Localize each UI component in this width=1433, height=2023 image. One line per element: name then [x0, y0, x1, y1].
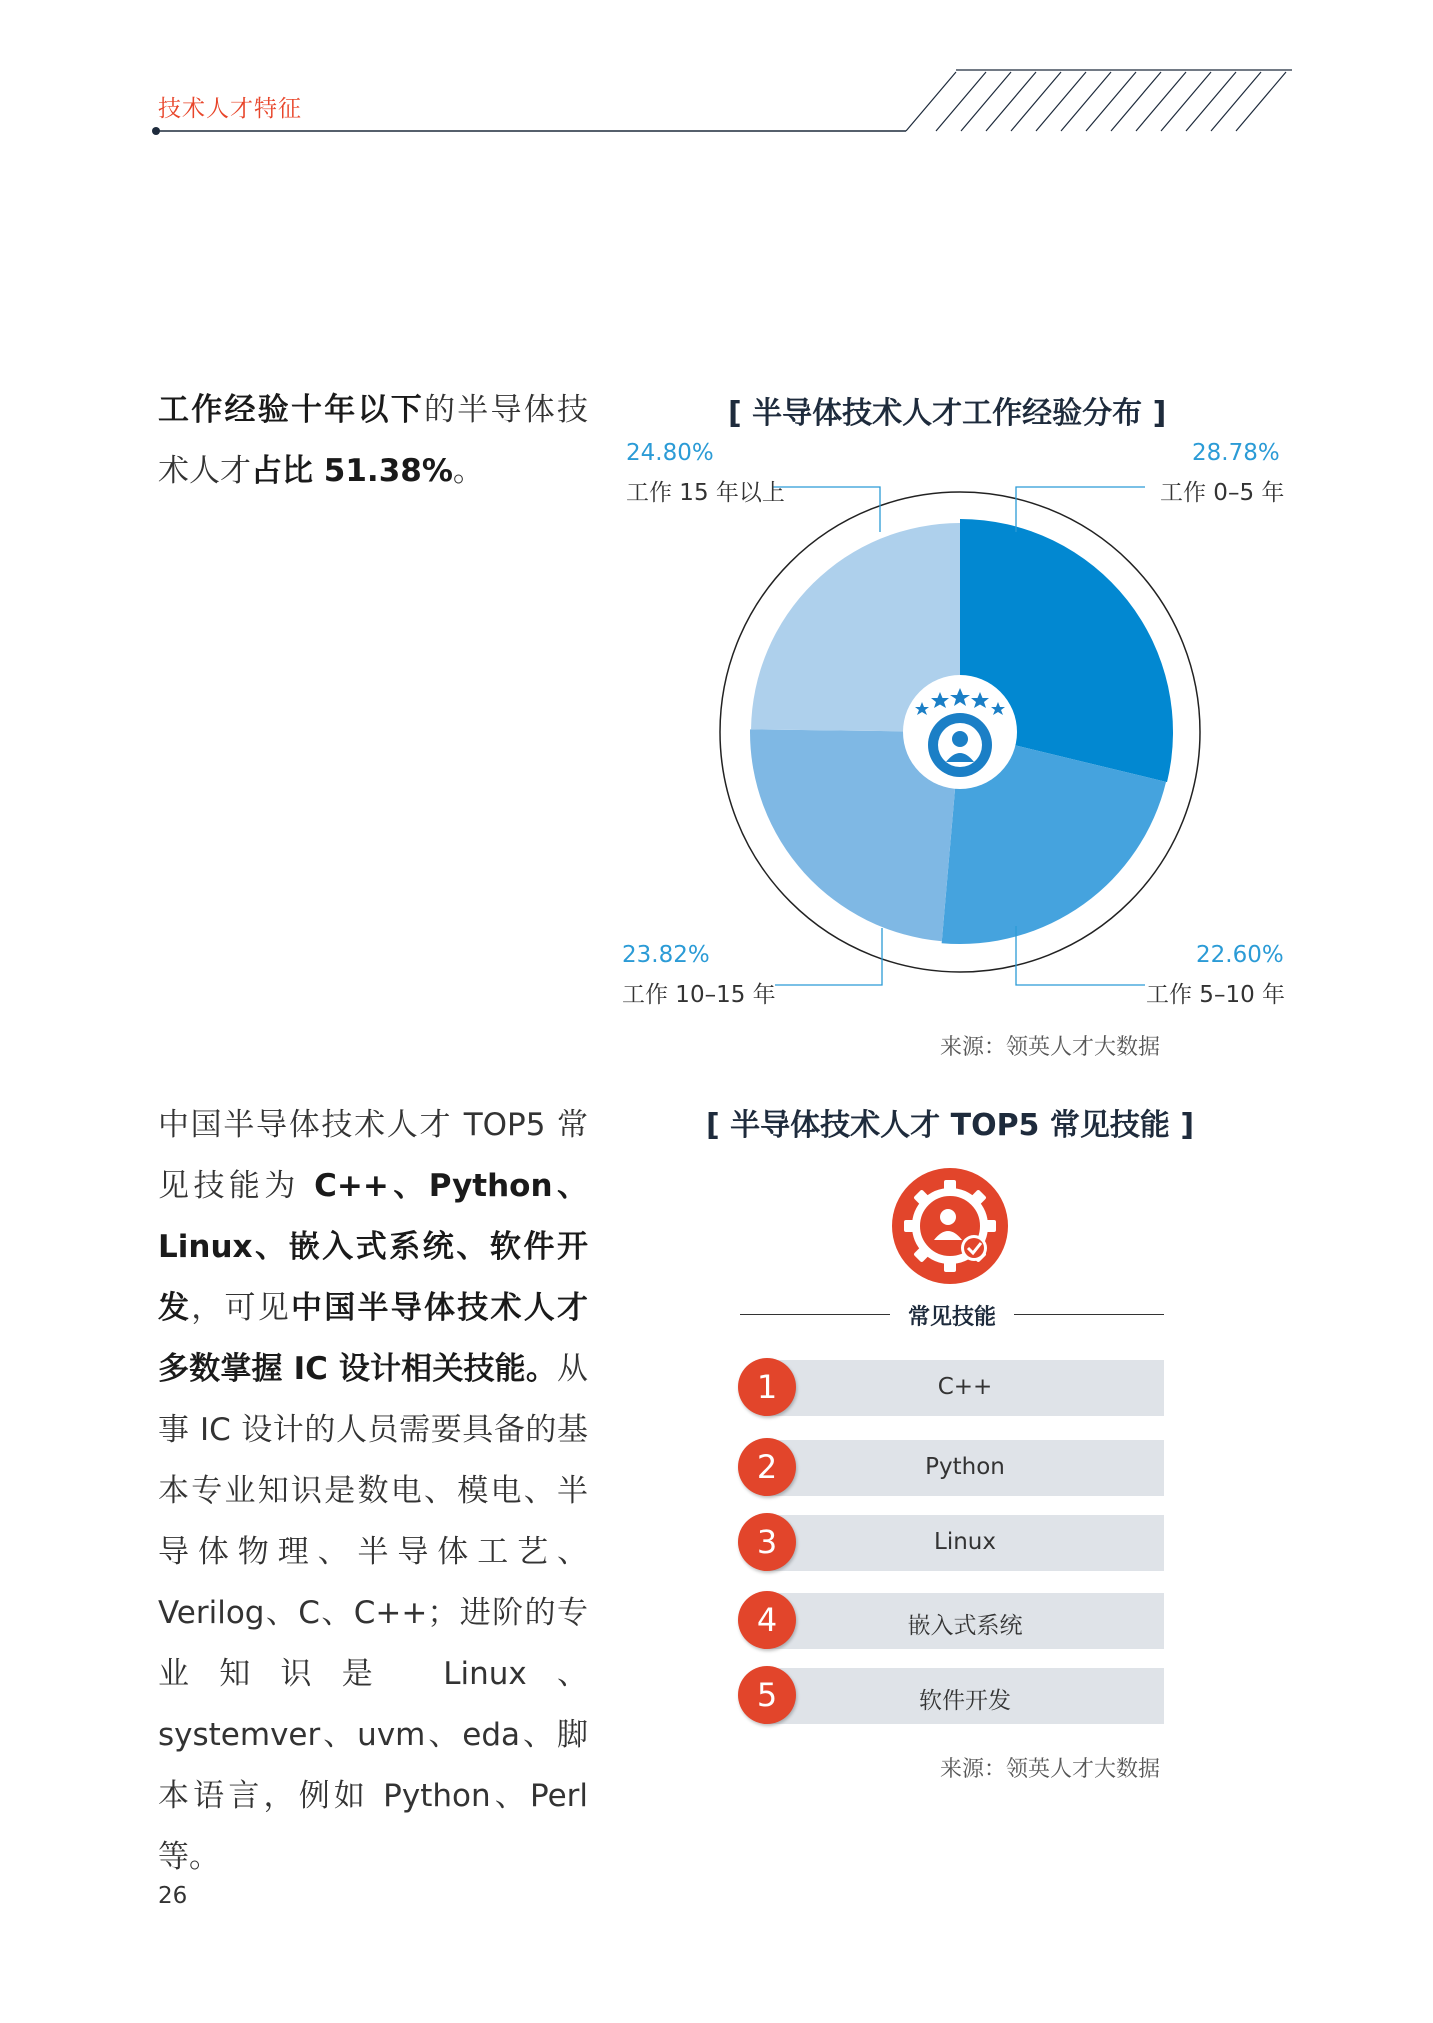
header-decoration [150, 60, 1300, 140]
skills-bold-2: 中国半导体技术人才多数掌握 IC 设计相关技能。 [158, 1290, 588, 1387]
pie-value-label-10-15: 23.82% [622, 942, 710, 968]
skill-row [738, 1438, 1164, 1498]
skills-text-2: ，可见 [191, 1290, 291, 1326]
header-hatch [936, 72, 1286, 131]
skill-label: Linux [934, 1529, 996, 1555]
pie-value-label-15plus: 24.80% [626, 440, 714, 466]
pie-category-label-10-15: 工作 10–15 年 [622, 982, 776, 1008]
skill-rank-badge: 1 [738, 1358, 796, 1416]
check-badge-inner [964, 1238, 984, 1258]
skill-bar [766, 1440, 1164, 1496]
talent-stars-icon [903, 675, 1017, 789]
leader-line-10-15 [775, 928, 882, 985]
skill-label: 嵌入式系统 [907, 1613, 1023, 1639]
skill-bar [766, 1593, 1164, 1649]
gear-person-head [940, 1209, 956, 1225]
summary-text-1: 的半导体技术人才 [158, 392, 588, 489]
skill-rank-badge: 5 [738, 1666, 796, 1724]
skill-bar [766, 1360, 1164, 1416]
skill-row [738, 1513, 1164, 1573]
skill-label: 软件开发 [919, 1688, 1011, 1714]
skill-rank-badge: 2 [738, 1438, 796, 1496]
skill-bar [766, 1515, 1164, 1571]
summary-text-2: 。 [452, 453, 484, 489]
person-head [952, 731, 968, 747]
pie-value-label-5-10: 22.60% [1196, 942, 1284, 968]
section-title: 技术人才特征 [158, 96, 302, 122]
skills-text-1: 中国半导体技术人才 TOP5 常见技能为 [158, 1107, 588, 1204]
summary-bold-1: 工作经验十年以下 [158, 392, 424, 428]
skills-heading [740, 1300, 1164, 1330]
skill-rank-badge: 4 [738, 1591, 796, 1649]
summary-bold-2: 占比 51.38% [251, 453, 453, 489]
skills-heading-rule-right [1014, 1314, 1164, 1315]
skills-source-note: 来源：领英人才大数据 [940, 1757, 1161, 1782]
gear-person-icon [890, 1166, 1010, 1286]
skill-label: Python [925, 1454, 1005, 1480]
skill-bar [766, 1668, 1164, 1724]
skills-text-3: 从事 IC 设计的人员需要具备的基本专业知识是数电、模电、半导体物理、半导体工艺、Verilog、C、C++；进阶的专业知识是 Linux、systemver、uvm、eda、脚本语言，例如 Python、Perl 等。 [158, 1351, 588, 1875]
skills-summary [158, 1095, 588, 1888]
pie-chart-title: [ 半导体技术人才工作经验分布 ] [728, 396, 1167, 431]
skill-label: C++ [937, 1374, 993, 1400]
skills-bold-1: C++、Python、Linux、嵌入式系统、软件开发 [158, 1168, 588, 1326]
leader-line-15plus [772, 487, 880, 532]
skills-chart-title: [ 半导体技术人才 TOP5 常见技能 ] [706, 1108, 1195, 1143]
skill-row [738, 1666, 1164, 1726]
leader-line-5-10 [1016, 926, 1145, 985]
pie-category-label-15plus: 工作 15 年以上 [626, 480, 785, 506]
pie-category-label-5-10: 工作 5–10 年 [1146, 982, 1286, 1008]
page-number: 26 [158, 1883, 188, 1909]
skill-row [738, 1358, 1164, 1418]
pie-value-label-0-5: 28.78% [1192, 440, 1280, 466]
experience-summary [158, 380, 588, 502]
experience-pie-chart [600, 430, 1320, 1010]
header-diagonal [906, 72, 956, 131]
skill-rank-badge: 3 [738, 1513, 796, 1571]
skill-row [738, 1591, 1164, 1651]
skills-heading-text: 常见技能 [907, 1305, 996, 1330]
pie-category-label-0-5: 工作 0–5 年 [1160, 480, 1285, 506]
pie-source-note: 来源：领英人才大数据 [940, 1035, 1161, 1060]
